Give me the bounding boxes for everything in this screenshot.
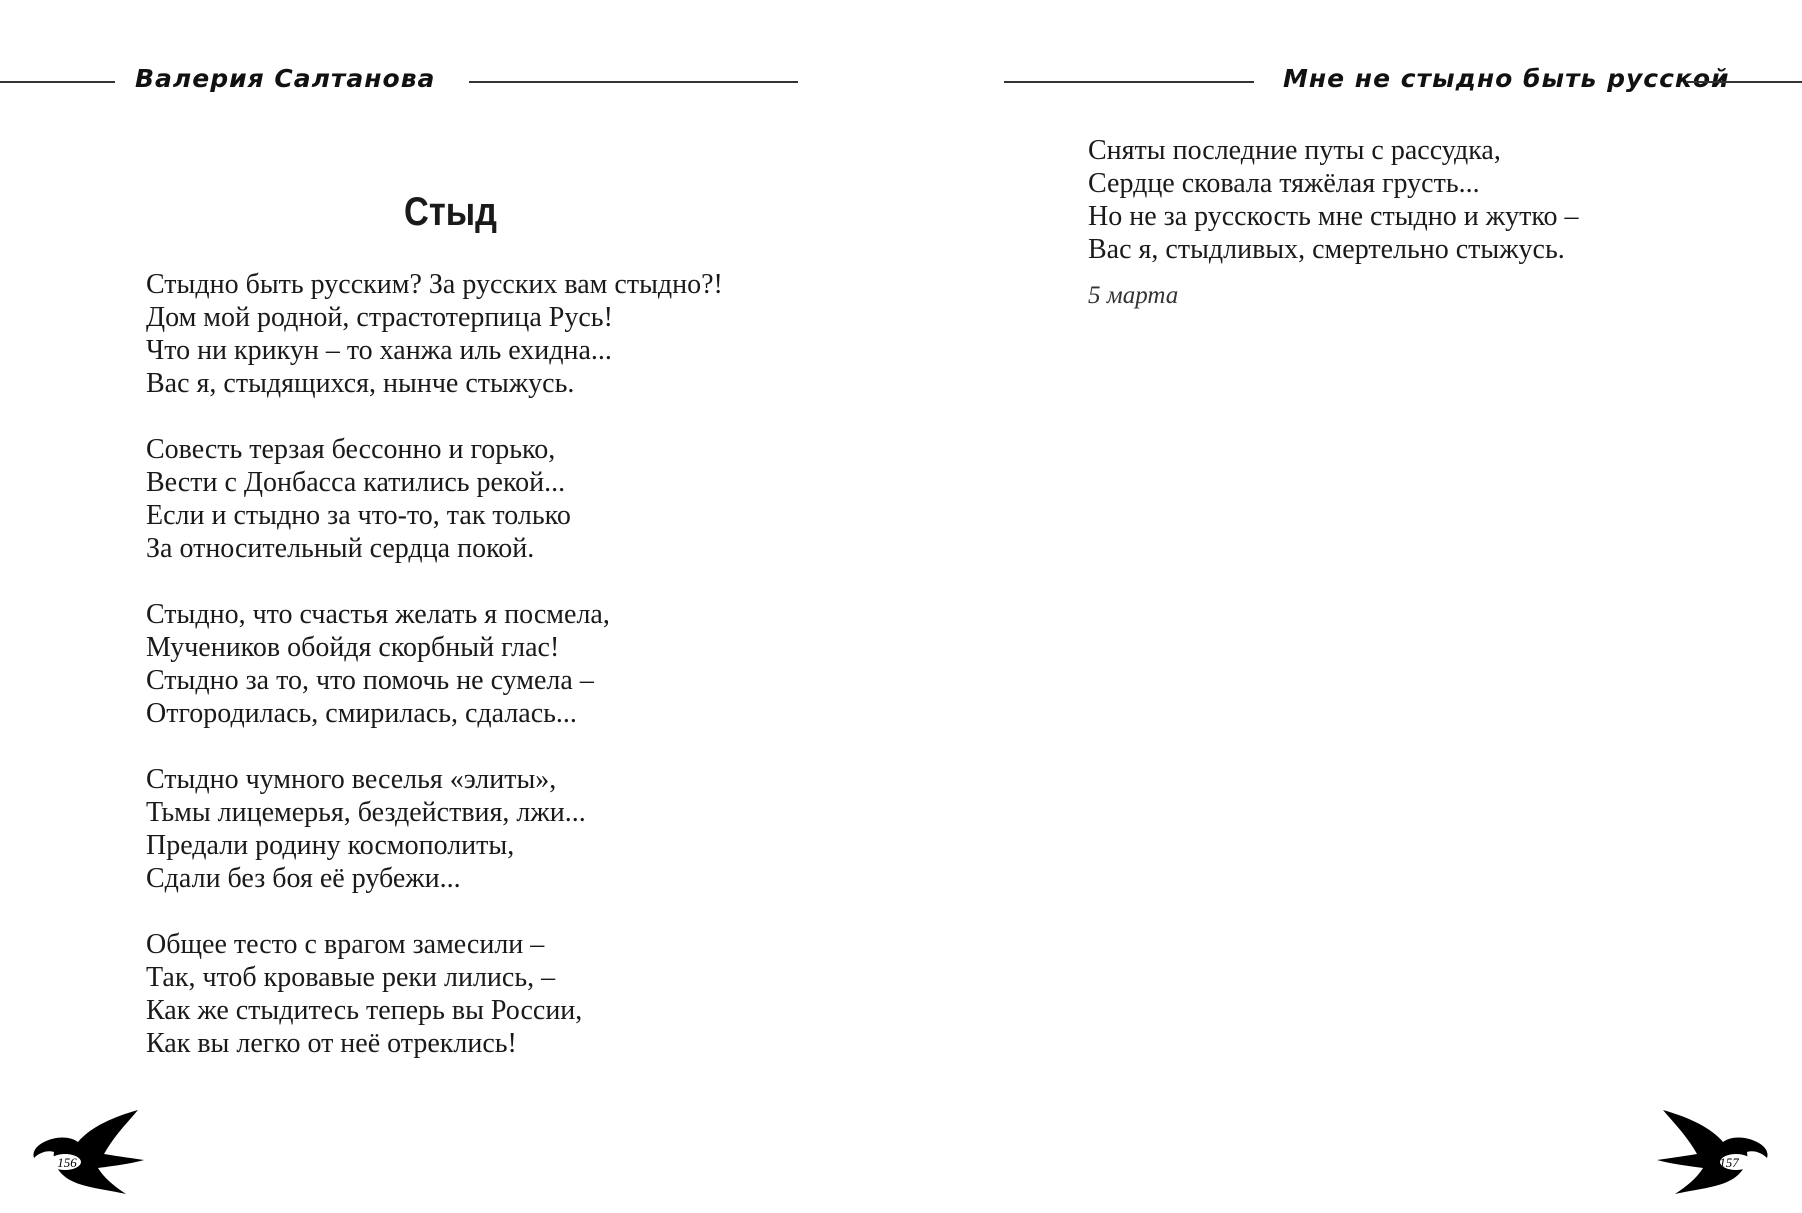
verse-line: Дом мой родной, страстотерпица Русь! [146,302,613,333]
stanza [146,763,723,895]
swallow-icon [1656,1106,1771,1196]
verse-line: Вас я, стыдливых, смертельно стыжусь. [1088,234,1565,265]
verse-line: Предали родину космополиты, [146,830,515,861]
verse-line: Как вы легко от неё отреклись! [146,1028,517,1059]
header-rule [0,81,115,83]
verse-line: Стыдно, что счастья желать я посмела, [146,599,610,630]
verse-line: Стыдно быть русским? За русских вам стыдно?! [146,269,723,300]
verse-line: Сдали без боя её рубежи... [146,863,461,894]
verse-line: Как же стыдитесь теперь вы России, [146,995,583,1026]
verse-line: Сняты последние путы с рассудка, [1088,135,1501,166]
poem-continuation [1088,134,1579,266]
verse-line: Стыдно за то, что помочь не сумела – [146,665,594,696]
stanza [146,268,723,400]
poem-date: 5 марта [1088,282,1179,309]
stanza [1088,134,1579,266]
poem-title: Стыд [404,190,497,234]
verse-line: Если и стыдно за что-то, так только [146,500,571,531]
verse-line: Общее тесто с врагом замесили – [146,929,545,960]
verse-line: Что ни крикун – то ханжа иль ехидна... [146,335,612,366]
verse-line: Вести с Донбасса катились рекой... [146,467,566,498]
stanza [146,928,723,1060]
verse-line: Мучеников обойдя скорбный глас! [146,632,560,663]
verse-line: Но не за русскость мне стыдно и жутко – [1088,201,1579,232]
page-number: 156 [57,1155,77,1170]
poem-body [146,268,723,1060]
header-rule [1004,81,1254,83]
verse-line: Совесть терзая бессонно и горько, [146,434,556,465]
stanza [146,598,723,730]
verse-line: Отгородилась, смирилась, сдалась... [146,698,577,729]
header-rule [1686,81,1802,83]
verse-line: За относительный сердца покой. [146,533,535,564]
header-rule [469,81,798,83]
swallow-icon [30,1106,145,1196]
verse-line: Сердце сковала тяжёлая грусть... [1088,168,1480,199]
running-head-author: Валерия Салтанова [135,64,436,93]
stanza [146,433,723,565]
running-head-book-title: Мне не стыдно быть русской [1283,64,1730,93]
verse-line: Тьмы лицемерья, бездействия, лжи... [146,797,586,828]
verse-line: Так, чтоб кровавые реки лились, – [146,962,556,993]
verse-line: Стыдно чумного веселья «элиты», [146,764,557,795]
page-number: 157 [1719,1155,1739,1170]
verse-line: Вас я, стыдящихся, нынче стыжусь. [146,368,575,399]
